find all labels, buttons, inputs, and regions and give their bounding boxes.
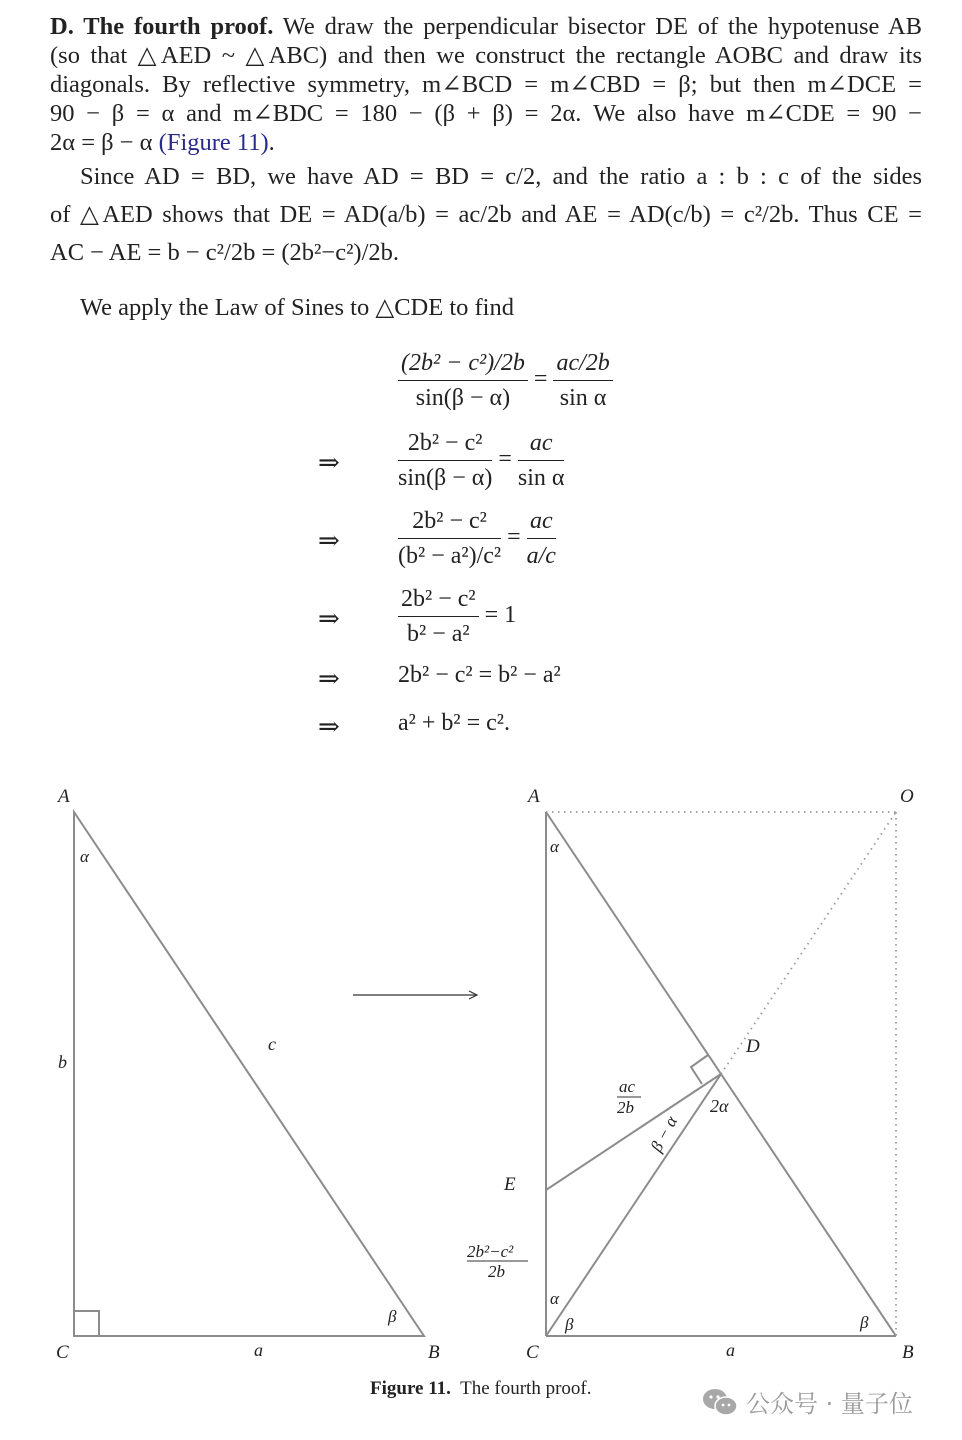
- svg-text:2b²−c²: 2b²−c²: [467, 1242, 514, 1261]
- para2-line-3: AC − AE = b − c²/2b = (2b²−c²)/2b.: [50, 239, 400, 266]
- figure-link[interactable]: (Figure 11): [158, 129, 269, 156]
- para1-line-4: 90 − β = α and m∠BDC = 180 − (β + β) = 2α. We also have m∠CDE = 90 −: [50, 100, 922, 127]
- svg-text:D: D: [746, 1036, 760, 1057]
- implies-arrow-1: ⇒: [318, 448, 340, 477]
- implies-arrow-5: ⇒: [318, 712, 340, 741]
- svg-text:C: C: [526, 1342, 539, 1363]
- svg-text:ac: ac: [619, 1077, 636, 1096]
- svg-text:β: β: [860, 1313, 869, 1332]
- svg-text:a: a: [726, 1340, 735, 1360]
- svg-text:β: β: [565, 1315, 574, 1334]
- equation-2: $\frac{\text{2b² − c²}}{\sin(\beta - \alpha)}$ = $\frac{ac}{\text{sin α}}$: [398, 426, 564, 495]
- section-heading: D. The fourth proof.: [50, 13, 274, 40]
- svg-text:E: E: [504, 1174, 516, 1195]
- figure-11: [0, 770, 962, 1390]
- watermark: [702, 1384, 913, 1419]
- implies-arrow-2: ⇒: [318, 526, 340, 555]
- para1-line-2: (so that △AED ~ △ABC) and then we construct the rectangle AOBC and draw its: [50, 42, 922, 69]
- implies-arrow-4: ⇒: [318, 664, 340, 693]
- paragraph-3: We apply the Law of Sines to △CDE to find: [80, 294, 514, 321]
- svg-text:b: b: [58, 1052, 67, 1072]
- svg-text:A: A: [58, 786, 70, 807]
- watermark-text: 公众号 · 量子位: [746, 1390, 913, 1418]
- equation-5: 2b² − c² = b² − a²: [398, 662, 561, 688]
- svg-text:O: O: [900, 786, 914, 807]
- wechat-icon: [702, 1387, 738, 1417]
- svg-text:α: α: [80, 847, 89, 866]
- equation-6: a² + b² = c².: [398, 710, 510, 736]
- svg-text:c: c: [268, 1034, 276, 1054]
- svg-text:α: α: [550, 1289, 559, 1308]
- svg-text:a: a: [254, 1340, 263, 1360]
- svg-text:β − α: β − α: [646, 1112, 682, 1155]
- para1-line-3: diagonals. By reflective symmetry, m∠BCD = m∠CBD = β; but then m∠DCE =: [50, 71, 922, 98]
- para2-line-1: Since AD = BD, we have AD = BD = c/2, and the ratio a : b : c of the sides: [80, 163, 922, 190]
- paragraph-2: [50, 158, 922, 272]
- svg-text:B: B: [428, 1342, 440, 1363]
- equation-4: $\frac{\text{2b² − c²}}{\text{b² − a²}}$ = 1: [398, 582, 516, 651]
- svg-text:B: B: [902, 1342, 914, 1363]
- para1-line-5: 2α = β − α (Figure 11).: [50, 129, 275, 156]
- para1-line-1: D. The fourth proof. We draw the perpendicular bisector DE of the hypotenuse AB: [50, 13, 922, 40]
- svg-text:C: C: [56, 1342, 69, 1363]
- svg-text:2b: 2b: [488, 1262, 505, 1281]
- equation-1: $\frac{\text{(2b² − c²)/2b}}{\sin(\beta - \alpha)}$ = $\frac{ac/2b}{\text{sin α}}$: [398, 346, 613, 415]
- svg-text:2b: 2b: [617, 1098, 634, 1117]
- equation-3: $\frac{\text{2b² − c²}}{\text{(b² − a²)/c²}}$ = $\frac{ac}{a/c}$: [398, 504, 556, 573]
- svg-text:β: β: [388, 1307, 397, 1326]
- paragraph-1: [50, 12, 922, 157]
- para2-line-2: of △AED shows that DE = AD(a/b) = ac/2b and AE = AD(c/b) = c²/2b. Thus CE =: [50, 201, 922, 228]
- svg-text:A: A: [528, 786, 540, 807]
- svg-text:2α: 2α: [710, 1096, 729, 1116]
- figure-caption: Figure 11. The fourth proof.: [370, 1378, 592, 1399]
- svg-text:α: α: [550, 837, 559, 856]
- implies-arrow-3: ⇒: [318, 604, 340, 633]
- left-triangle: [74, 812, 424, 1336]
